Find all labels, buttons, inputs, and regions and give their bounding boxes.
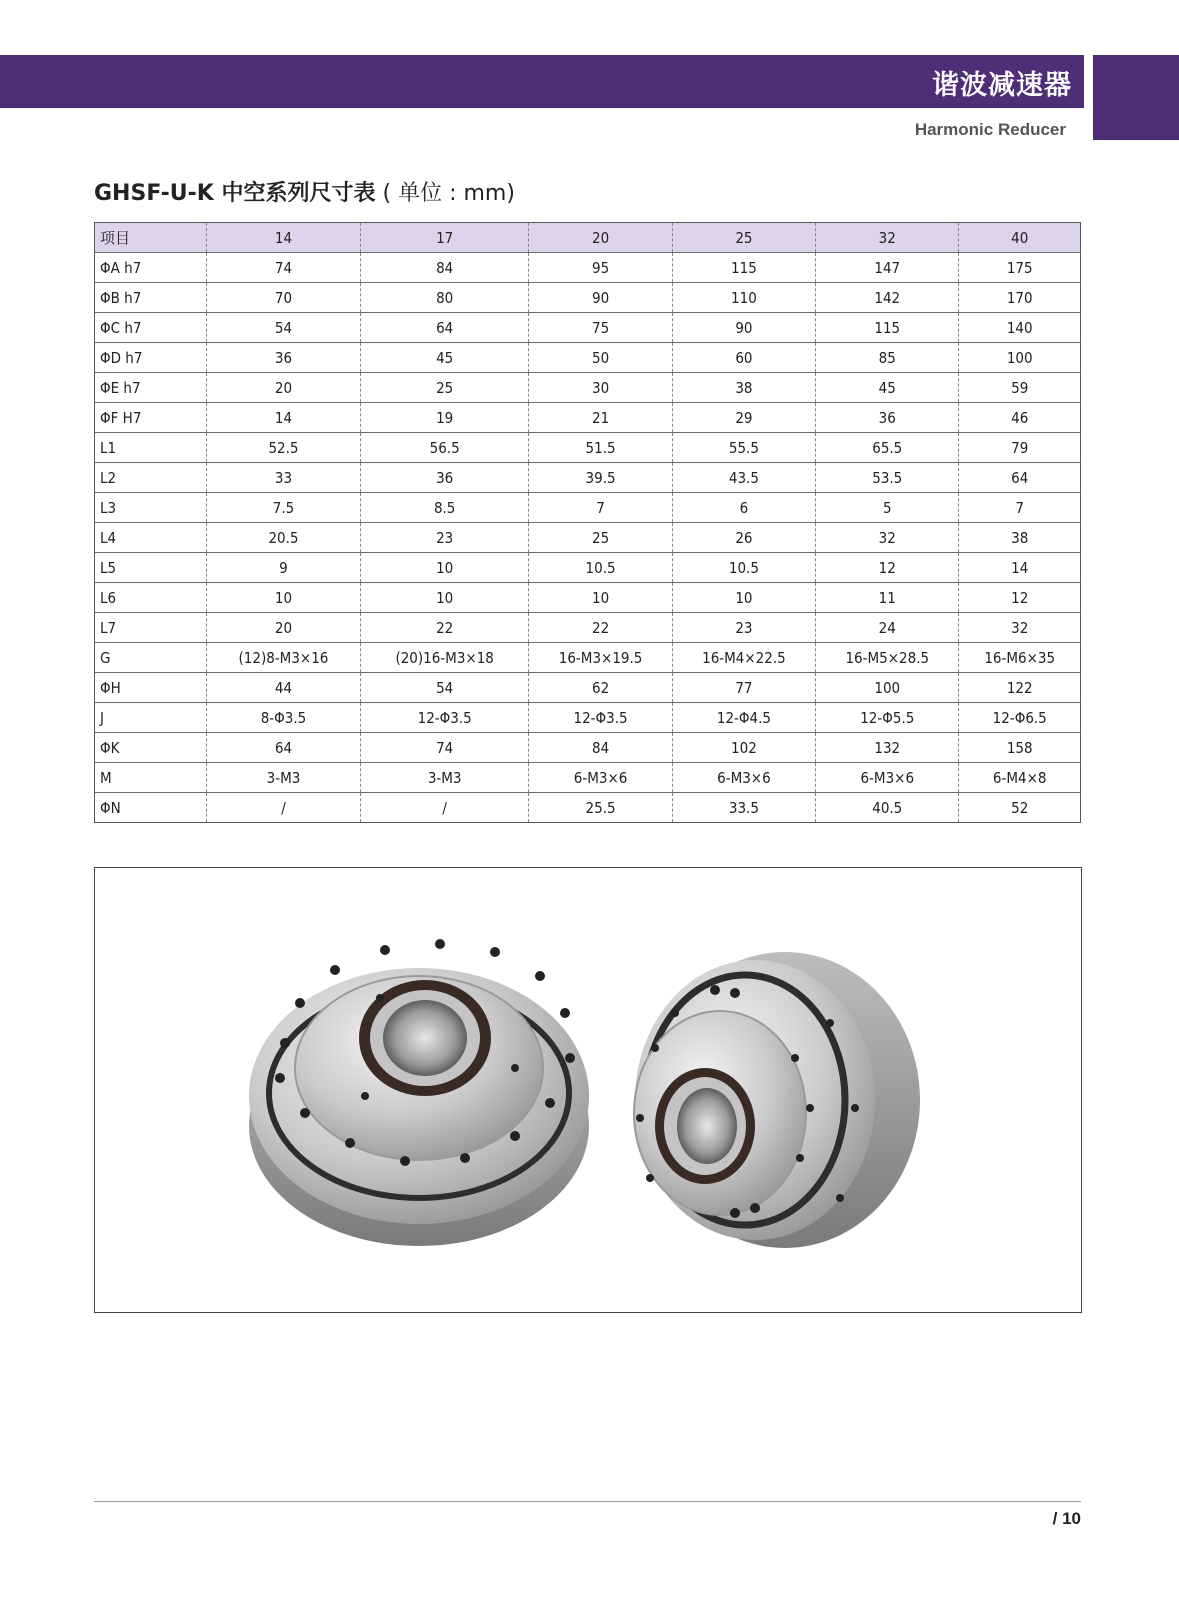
table-cell: 7.5 xyxy=(207,493,361,523)
table-cell: 64 xyxy=(207,733,361,763)
table-cell: 22 xyxy=(529,613,672,643)
table-cell: 12-Φ6.5 xyxy=(959,703,1081,733)
table-cell: 10 xyxy=(672,583,815,613)
table-cell: 14 xyxy=(207,403,361,433)
table-cell: 33 xyxy=(207,463,361,493)
table-cell: 132 xyxy=(816,733,959,763)
section-title-unit: ( 单位 : mm) xyxy=(375,181,515,206)
table-cell: 147 xyxy=(816,253,959,283)
table-cell: 26 xyxy=(672,523,815,553)
table-cell: 175 xyxy=(959,253,1081,283)
table-cell: 33.5 xyxy=(672,793,815,823)
table-cell: 90 xyxy=(529,283,672,313)
table-cell: 77 xyxy=(672,673,815,703)
table-header-cell: 17 xyxy=(360,223,528,253)
row-label-cell: L7 xyxy=(95,613,207,643)
table-cell: 16-M6×35 xyxy=(959,643,1081,673)
row-label-cell: L1 xyxy=(95,433,207,463)
table-row xyxy=(95,523,1081,553)
table-cell: 23 xyxy=(360,523,528,553)
row-label-cell: L3 xyxy=(95,493,207,523)
table-row xyxy=(95,733,1081,763)
table-row xyxy=(95,313,1081,343)
table-cell: 75 xyxy=(529,313,672,343)
table-cell: 36 xyxy=(207,343,361,373)
table-header-row xyxy=(95,223,1081,253)
table-cell: 25 xyxy=(360,373,528,403)
table-cell: 20 xyxy=(207,613,361,643)
dimension-table xyxy=(94,222,1081,823)
table-cell: 36 xyxy=(816,403,959,433)
table-cell: 12-Φ3.5 xyxy=(529,703,672,733)
table-cell: 140 xyxy=(959,313,1081,343)
table-cell: 50 xyxy=(529,343,672,373)
table-cell: 70 xyxy=(207,283,361,313)
table-row xyxy=(95,583,1081,613)
table-cell: 52 xyxy=(959,793,1081,823)
table-cell: 25 xyxy=(529,523,672,553)
table-cell: 142 xyxy=(816,283,959,313)
table-cell: 102 xyxy=(672,733,815,763)
table-cell: 12-Φ4.5 xyxy=(672,703,815,733)
table-header-cell: 40 xyxy=(959,223,1081,253)
table-cell: 21 xyxy=(529,403,672,433)
page-number: / 10 xyxy=(1052,1509,1081,1528)
table-row xyxy=(95,373,1081,403)
table-cell: 79 xyxy=(959,433,1081,463)
table-cell: 65.5 xyxy=(816,433,959,463)
table-cell: 19 xyxy=(360,403,528,433)
header-band xyxy=(0,55,1084,108)
row-label-cell: ΦD h7 xyxy=(95,343,207,373)
table-cell: 74 xyxy=(207,253,361,283)
table-cell: 43.5 xyxy=(672,463,815,493)
table-cell: 10 xyxy=(207,583,361,613)
row-label-cell: ΦN xyxy=(100,798,121,817)
table-cell: 25.5 xyxy=(529,793,672,823)
table-cell: / xyxy=(207,793,361,823)
table-cell: 10 xyxy=(360,583,528,613)
row-label-cell: ΦK xyxy=(95,733,207,763)
table-cell: 6-M3×6 xyxy=(672,763,815,793)
table-cell: 29 xyxy=(672,403,815,433)
table-cell: 10.5 xyxy=(529,553,672,583)
table-cell: 16-M3×19.5 xyxy=(529,643,672,673)
table-cell: 55.5 xyxy=(672,433,815,463)
row-label-cell: L5 xyxy=(95,553,207,583)
table-cell: 20.5 xyxy=(207,523,361,553)
table-row xyxy=(95,703,1081,733)
reducer-right-image xyxy=(634,952,920,1248)
product-photo xyxy=(95,868,1081,1312)
table-cell: 22 xyxy=(360,613,528,643)
table-cell: 10 xyxy=(360,553,528,583)
table-row xyxy=(95,673,1081,703)
header-title-cn: 谐波减速器 xyxy=(932,70,1072,101)
table-cell: 54 xyxy=(207,313,361,343)
header-separator xyxy=(1084,55,1093,108)
table-cell: 32 xyxy=(816,523,959,553)
table-cell: 40.5 xyxy=(816,793,959,823)
footer-divider xyxy=(94,1501,1081,1502)
table-row xyxy=(95,343,1081,373)
product-photo-frame xyxy=(94,867,1082,1313)
table-row xyxy=(95,433,1081,463)
row-label-cell: G xyxy=(95,643,207,673)
header-title-en: Harmonic Reducer xyxy=(914,120,1066,139)
table-cell: 51.5 xyxy=(529,433,672,463)
table-cell: 5 xyxy=(816,493,959,523)
table-cell: 62 xyxy=(529,673,672,703)
table-cell: 115 xyxy=(672,253,815,283)
table-cell: 8.5 xyxy=(360,493,528,523)
table-cell: (12)8-M3×16 xyxy=(207,643,361,673)
table-cell: 170 xyxy=(959,283,1081,313)
table-cell: 60 xyxy=(672,343,815,373)
table-cell: 9 xyxy=(207,553,361,583)
table-cell: 52.5 xyxy=(207,433,361,463)
table-cell: 10 xyxy=(529,583,672,613)
table-cell: 45 xyxy=(360,343,528,373)
table-cell: 38 xyxy=(672,373,815,403)
section-title xyxy=(94,176,515,207)
row-label-cell: L2 xyxy=(95,463,207,493)
row-label-cell: ΦC h7 xyxy=(95,313,207,343)
table-cell: 30 xyxy=(529,373,672,403)
table-row xyxy=(95,283,1081,313)
table-cell: 6 xyxy=(672,493,815,523)
table-cell: 46 xyxy=(959,403,1081,433)
table-header-cell: 项目 xyxy=(95,223,207,253)
table-cell: 12 xyxy=(959,583,1081,613)
table-cell: 10.5 xyxy=(672,553,815,583)
table-cell: 16-M4×22.5 xyxy=(672,643,815,673)
table-header-cell: 32 xyxy=(816,223,959,253)
table-cell: 80 xyxy=(360,283,528,313)
table-row xyxy=(95,613,1081,643)
table-cell: 64 xyxy=(959,463,1081,493)
table-cell: 36 xyxy=(360,463,528,493)
table-row xyxy=(95,403,1081,433)
table-cell: 54 xyxy=(360,673,528,703)
row-label-cell: ΦB h7 xyxy=(95,283,207,313)
table-cell: 3-M3 xyxy=(207,763,361,793)
table-cell: 115 xyxy=(816,313,959,343)
table-cell: (20)16-M3×18 xyxy=(360,643,528,673)
table-cell: 16-M5×28.5 xyxy=(816,643,959,673)
row-label-cell: ΦH xyxy=(95,673,207,703)
table-cell: 23 xyxy=(672,613,815,643)
table-cell: 122 xyxy=(959,673,1081,703)
table-cell: 12 xyxy=(816,553,959,583)
table-cell: 7 xyxy=(529,493,672,523)
dimension-table-body xyxy=(95,223,1081,823)
header-side-tab xyxy=(1093,55,1179,140)
table-cell: 38 xyxy=(959,523,1081,553)
table-cell: 74 xyxy=(360,733,528,763)
reducer-left-image xyxy=(249,939,589,1246)
table-cell: 85 xyxy=(816,343,959,373)
table-cell: 90 xyxy=(672,313,815,343)
table-row xyxy=(95,493,1081,523)
table-cell: 56.5 xyxy=(360,433,528,463)
table-row xyxy=(95,553,1081,583)
row-label-cell: ΦF H7 xyxy=(95,403,207,433)
table-cell: 158 xyxy=(959,733,1081,763)
row-label-cell: J xyxy=(95,703,207,733)
table-cell: 14 xyxy=(959,553,1081,583)
table-cell: 59 xyxy=(959,373,1081,403)
table-cell: 84 xyxy=(360,253,528,283)
table-cell: 8-Φ3.5 xyxy=(207,703,361,733)
table-cell: 45 xyxy=(816,373,959,403)
table-header-cell: 14 xyxy=(207,223,361,253)
table-cell: 95 xyxy=(529,253,672,283)
table-cell: 64 xyxy=(360,313,528,343)
table-header-cell: 25 xyxy=(672,223,815,253)
table-cell: 84 xyxy=(529,733,672,763)
table-cell: 100 xyxy=(816,673,959,703)
row-label-cell: L4 xyxy=(95,523,207,553)
table-row xyxy=(95,763,1081,793)
table-cell: 53.5 xyxy=(816,463,959,493)
table-cell: 6-M3×6 xyxy=(816,763,959,793)
table-cell: 12-Φ5.5 xyxy=(816,703,959,733)
table-row xyxy=(95,253,1081,283)
table-cell: 44 xyxy=(207,673,361,703)
row-label-cell: M xyxy=(95,763,207,793)
table-cell: 39.5 xyxy=(529,463,672,493)
table-cell: 100 xyxy=(959,343,1081,373)
table-cell: 110 xyxy=(672,283,815,313)
table-cell: 6-M4×8 xyxy=(959,763,1081,793)
table-cell: 6-M3×6 xyxy=(529,763,672,793)
table-row xyxy=(95,793,1081,823)
table-cell: 7 xyxy=(959,493,1081,523)
row-label-cell: L6 xyxy=(95,583,207,613)
table-cell: 32 xyxy=(959,613,1081,643)
table-cell: 3-M3 xyxy=(360,763,528,793)
table-row xyxy=(95,463,1081,493)
table-cell: 12-Φ3.5 xyxy=(360,703,528,733)
row-label-cell: ΦE h7 xyxy=(95,373,207,403)
table-cell: / xyxy=(360,793,528,823)
table-cell: 11 xyxy=(816,583,959,613)
table-cell: 20 xyxy=(207,373,361,403)
section-title-main: GHSF-U-K 中空系列尺寸表 xyxy=(94,181,376,206)
row-label-cell: ΦA h7 xyxy=(95,253,207,283)
table-header-cell: 20 xyxy=(529,223,672,253)
table-row xyxy=(95,643,1081,673)
table-cell: 24 xyxy=(816,613,959,643)
